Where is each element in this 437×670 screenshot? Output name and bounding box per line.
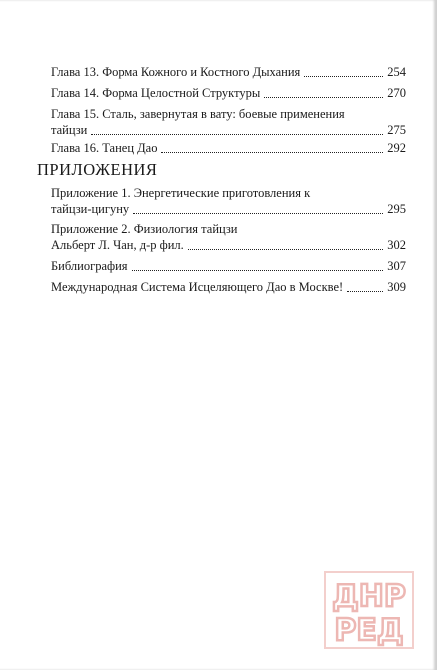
toc-entry-chapter-16[interactable] — [51, 140, 406, 157]
dot-leader — [132, 270, 384, 271]
toc-entry-title: тайцзи-цигуну — [51, 202, 130, 216]
appendix-section-heading: ПРИЛОЖЕНИЯ — [37, 160, 158, 179]
toc-entry-title: Библиография — [51, 259, 128, 273]
dot-leader — [264, 97, 383, 98]
svg-text:ДНР: ДНР — [332, 579, 406, 614]
toc-entry-bibliography[interactable] — [51, 258, 406, 275]
toc-entry-chapter-13[interactable] — [51, 64, 406, 81]
toc-entry-title: Глава 13. Форма Кожного и Костного Дыхания — [51, 65, 301, 79]
toc-entry-title: Альберт Л. Чан, д-р фил. — [51, 238, 184, 252]
toc-entry-appendix-1[interactable] — [51, 201, 406, 218]
toc-entry-title: Глава 14. Форма Целостной Структуры — [51, 86, 261, 100]
dot-leader — [304, 76, 383, 77]
dot-leader — [347, 291, 383, 292]
dot-leader — [91, 134, 383, 135]
dot-leader — [133, 213, 383, 214]
watermark-logo — [323, 570, 415, 650]
watermark-logo-graphic — [323, 570, 415, 650]
toc-entry-moscow-system[interactable] — [51, 279, 406, 296]
dot-leader — [188, 249, 383, 250]
toc-entry-appendix-2-line1: Приложение 2. Физиология тайцзи — [51, 222, 238, 236]
toc-entry-page: 254 — [387, 65, 406, 79]
toc-entry-title: Глава 16. Танец Дао — [51, 141, 158, 155]
toc-entry-title: Международная Система Исцеляющего Дао в Москве! — [51, 280, 344, 294]
toc-entry-page: 307 — [387, 259, 406, 273]
toc-entry-chapter-15[interactable] — [51, 122, 406, 139]
toc-entry-appendix-1-line1: Приложение 1. Энергетические приготовления к — [51, 186, 311, 200]
toc-entry-page: 275 — [387, 123, 406, 137]
toc-entry-page: 292 — [387, 141, 406, 155]
dot-leader — [161, 152, 383, 153]
svg-text:РЕД: РЕД — [334, 613, 404, 648]
toc-entry-page: 270 — [387, 86, 406, 100]
toc-entry-page: 309 — [387, 280, 406, 294]
toc-entry-appendix-2[interactable] — [51, 237, 406, 254]
toc-entry-page: 295 — [387, 202, 406, 216]
toc-entry-chapter-14[interactable] — [51, 85, 406, 102]
toc-entry-title: тайцзи — [51, 123, 88, 137]
toc-entry-chapter-15-line1: Глава 15. Сталь, завернутая в вату: боевые применения — [51, 107, 345, 121]
toc-entry-page: 302 — [387, 238, 406, 252]
